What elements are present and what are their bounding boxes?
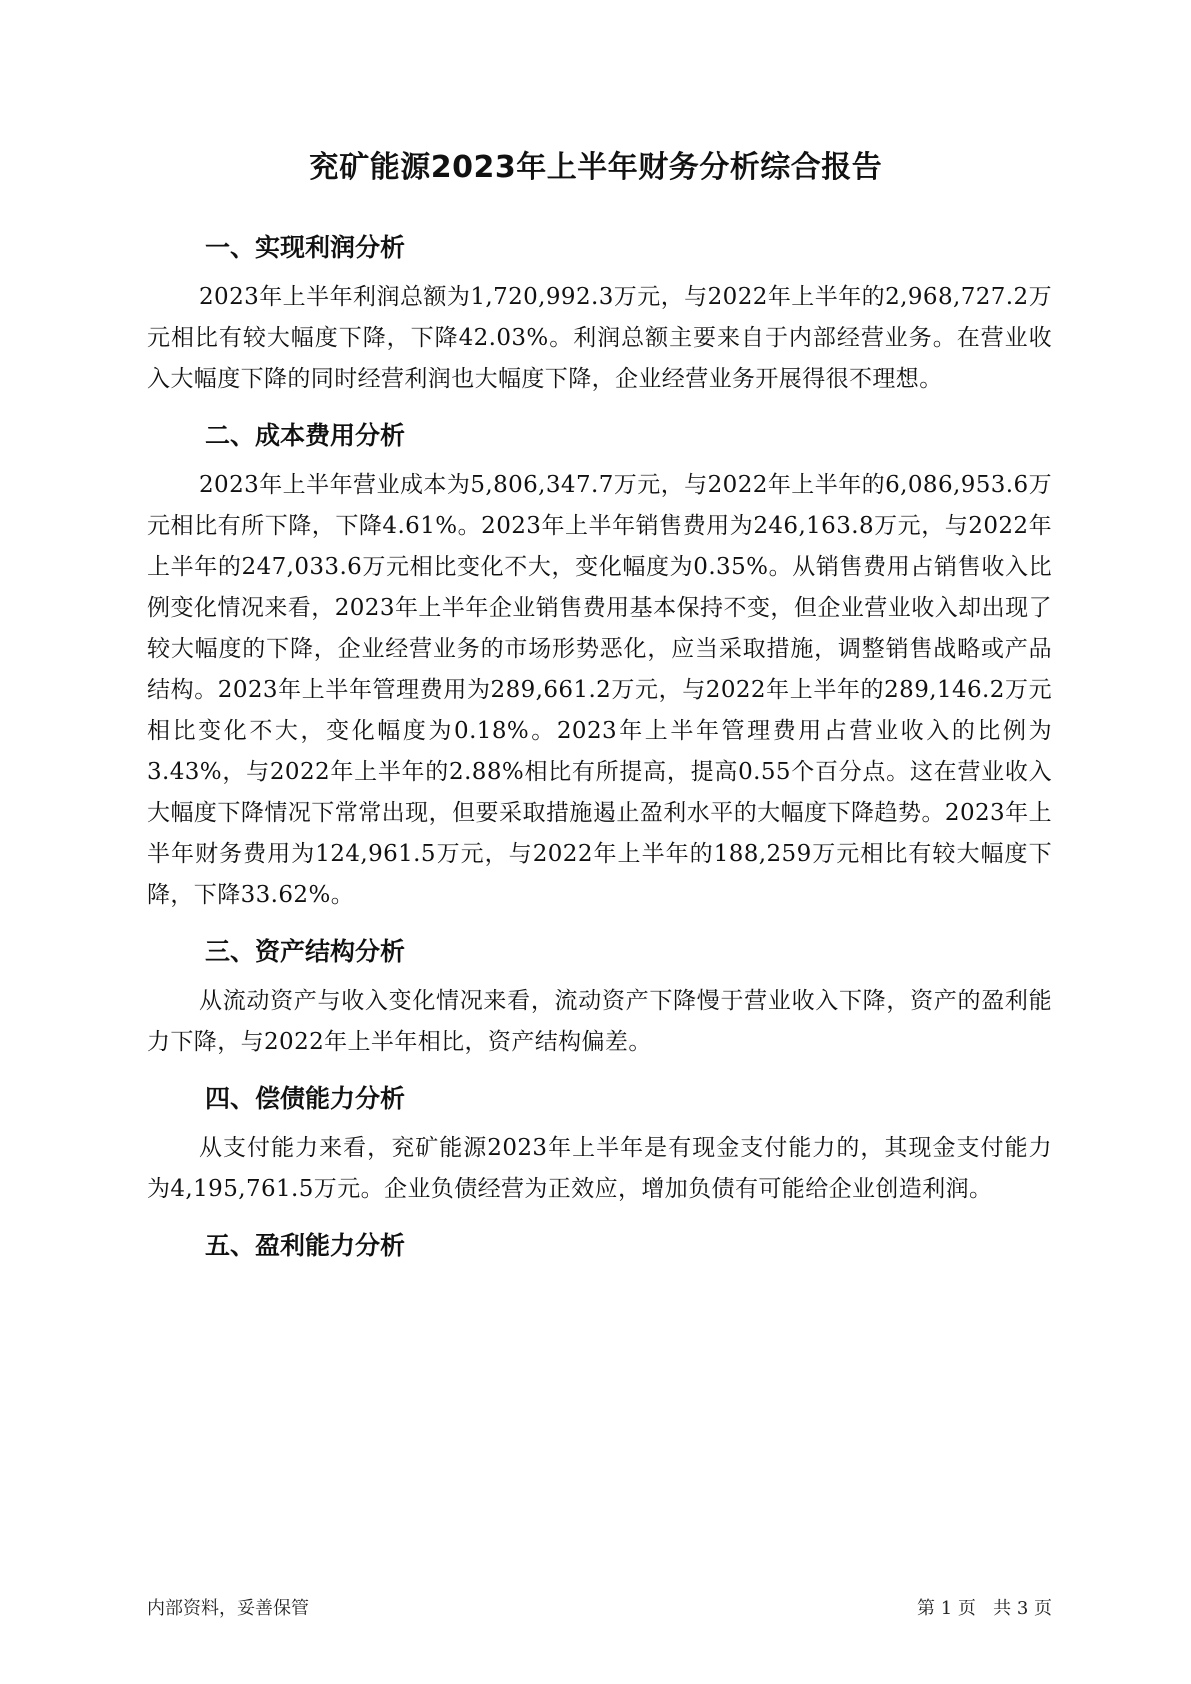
section-asset [147, 932, 1052, 1063]
section-cost [147, 416, 1052, 916]
section-heading: 四、偿债能力分析 [205, 1084, 406, 1113]
section-paragraph: 从流动资产与收入变化情况来看，流动资产下降慢于营业收入下降，资产的盈利能力下降，与2022年上半年相比，资产结构偏差。 [147, 988, 1052, 1055]
section-paragraph: 2023年上半年利润总额为1,720,992.3万元，与2022年上半年的2,968,727.2万元相比有较大幅度下降，下降42.03%。利润总额主要来自于内部经营业务。在营业收入大幅度下降的同时经营利润也大幅度下降，企业经营业务开展得很不理想。 [147, 284, 1052, 392]
section-heading: 三、资产结构分析 [205, 937, 406, 966]
section-profit [147, 228, 1052, 400]
current-page-label: 第 1 页 [917, 1598, 976, 1619]
section-paragraph: 2023年上半年营业成本为5,806,347.7万元，与2022年上半年的6,086,953.6万元相比有所下降，下降4.61%。2023年上半年销售费用为246,163.8万元，与2022年上半年的247,033.6万元相比变化不大，变化幅度为0.35%。从销售费用占销售收入比例变化情况来看，2023年上半年企业销售费用基本保持不变，但企业营业收入却出现了较大幅度的下降，企业经营业务的市场形势恶化，应当采取措施，调整销售战略或产品结构。2023年上半年管理费用为289,661.2万元，与2022年上半年的289,146.2万元相比变化不大，变化幅度为0.18%。2023年上半年管理费用占营业收入的比例为3.43%，与2022年上半年的2.88%相比有所提高，提高0.55个百分点。这在营业收入大幅度下降情况下常常出现，但要采取措施遏止盈利水平的大幅度下降趋势。2023年上半年财务费用为124,961.5万元，与2022年上半年的188,259万元相比有较大幅度下降，下降33.62%。 [147, 472, 1052, 908]
page-footer [147, 1594, 1052, 1624]
document-title: 兖矿能源2023年上半年财务分析综合报告 [308, 150, 883, 185]
footer-confidential-note: 内部资料，妥善保管 [147, 1598, 309, 1619]
section-paragraph: 从支付能力来看，兖矿能源2023年上半年是有现金支付能力的，其现金支付能力为4,195,761.5万元。企业负债经营为正效应，增加负债有可能给企业创造利润。 [147, 1135, 1052, 1202]
total-pages-label: 共 3 页 [993, 1598, 1052, 1619]
section-profitability [147, 1226, 1052, 1266]
section-heading: 五、盈利能力分析 [205, 1231, 406, 1260]
document-body [147, 228, 1052, 1282]
section-heading: 二、成本费用分析 [205, 421, 406, 450]
section-heading: 一、实现利润分析 [205, 233, 406, 262]
section-solvency [147, 1079, 1052, 1210]
footer-page-number [917, 1594, 1052, 1620]
